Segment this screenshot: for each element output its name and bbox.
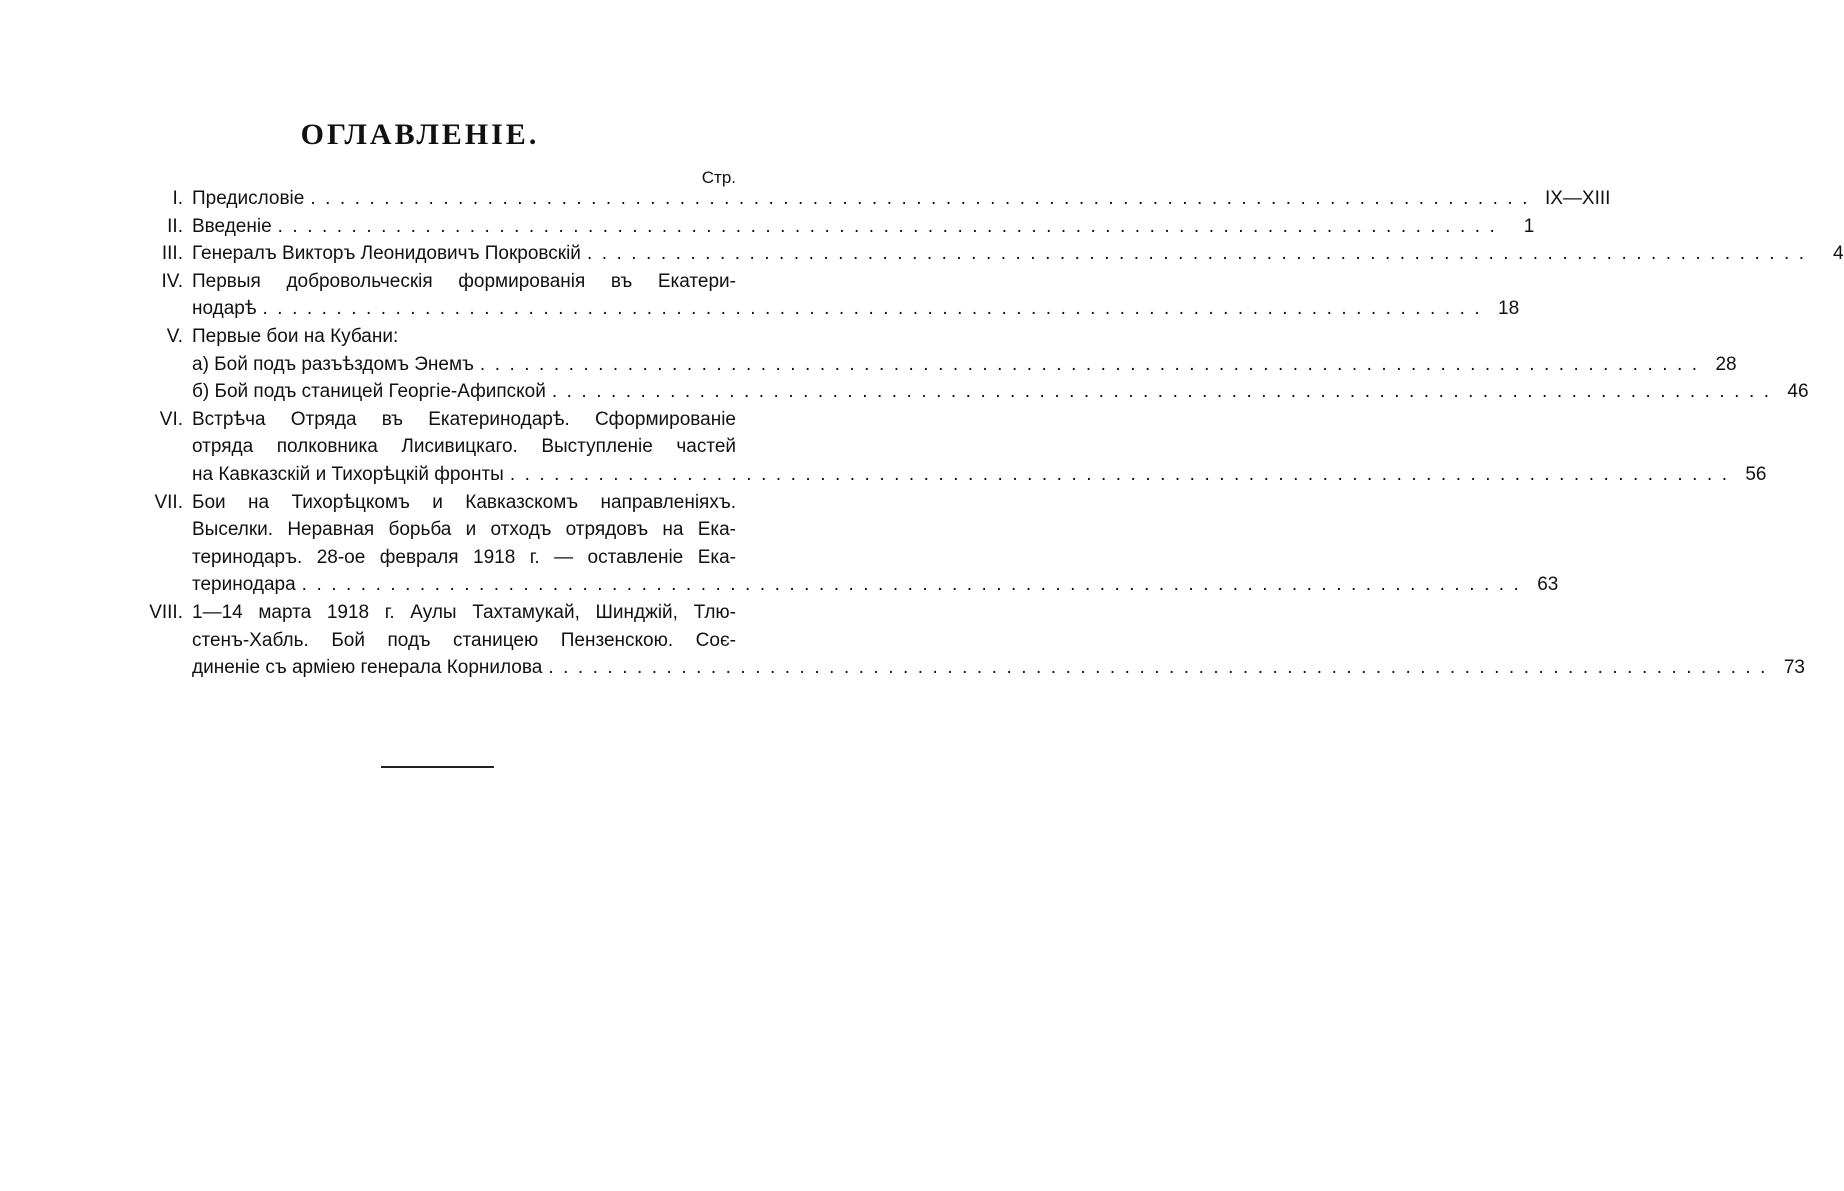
chapter-title-line: отряда полковника Лисивицкаго. Выступленіе частей bbox=[192, 436, 736, 458]
chapter-title-line: Первыя добровольческія формированія въ Екатери- bbox=[192, 270, 736, 292]
chapter-number: III. bbox=[161, 243, 183, 265]
dot-leader: ................................................................................... bbox=[479, 353, 1707, 375]
chapter-title: Введеніе bbox=[192, 215, 272, 237]
page-number: 18 bbox=[1498, 298, 1520, 320]
dot-leader: ................................................................................... bbox=[548, 657, 1775, 679]
dot-leader: ................................................................................... bbox=[586, 243, 1814, 265]
dot-leader: ................................................................................... bbox=[277, 215, 1505, 237]
chapter-title: Первые бои на Кубани: bbox=[192, 325, 399, 347]
toc-subentry-b bbox=[130, 378, 1809, 406]
chapter-number: IV. bbox=[161, 270, 183, 292]
subsection-title: б) Бой подъ станицей Георгіе-Афипской bbox=[192, 381, 546, 403]
page-number: 46 bbox=[1787, 381, 1809, 403]
toc-entry-5 bbox=[130, 323, 736, 351]
chapter-title-line: стенъ-Хабль. Бой подъ станицею Пензенскою. Соє- bbox=[192, 629, 736, 651]
page-number: 63 bbox=[1537, 574, 1559, 596]
dot-leader: ................................................................................... bbox=[262, 298, 1490, 320]
chapter-number: VIII. bbox=[149, 601, 183, 623]
page-number: 56 bbox=[1745, 463, 1767, 485]
chapter-number: II. bbox=[167, 215, 183, 237]
subsection-title: а) Бой подъ разъѣздомъ Энемъ bbox=[192, 353, 474, 375]
chapter-title: Генералъ Викторъ Леонидовичъ Покровскій bbox=[192, 243, 581, 265]
dot-leader: ................................................................................... bbox=[301, 574, 1529, 596]
page-title: ОГЛАВЛЕНІЕ. bbox=[300, 118, 540, 151]
page-number: IX—XIII bbox=[1544, 188, 1611, 209]
chapter-number: I. bbox=[172, 188, 183, 209]
dot-leader: ................................................................................... bbox=[551, 381, 1779, 403]
toc-entry-4 bbox=[130, 268, 1520, 323]
toc-subentry-a bbox=[130, 351, 1737, 379]
chapter-title-line: диненіе съ арміею генерала Корнилова bbox=[192, 657, 543, 679]
chapter-number: V. bbox=[166, 325, 183, 347]
chapter-title: Предисловіе bbox=[192, 188, 305, 209]
page-number: 28 bbox=[1715, 353, 1737, 375]
chapter-title-line: Встрѣча Отряда въ Екатеринодарѣ. Сформированіе bbox=[192, 408, 736, 430]
page-number: 1 bbox=[1523, 215, 1535, 237]
chapter-title-line: 1—14 марта 1918 г. Аулы Тахтамукай, Шинджій, Тлю- bbox=[192, 601, 736, 623]
chapter-title-line: нодарѣ bbox=[192, 298, 257, 320]
dot-leader: ................................................................................... bbox=[509, 463, 1737, 485]
page-column-header: Стр. bbox=[701, 168, 736, 187]
chapter-number: VII. bbox=[154, 491, 183, 513]
page-number: 73 bbox=[1783, 657, 1805, 679]
toc-entry-3 bbox=[130, 240, 1844, 268]
chapter-title-line: теринодара bbox=[192, 574, 296, 596]
divider-rule bbox=[381, 766, 494, 768]
dot-leader: ................................................................................... bbox=[310, 188, 1537, 209]
toc-entry-7 bbox=[130, 489, 1559, 599]
chapter-title-line: Бои на Тихорѣцкомъ и Кавказскомъ направленіяхъ. bbox=[192, 491, 736, 513]
toc-entry-8 bbox=[130, 599, 1805, 682]
toc-entry-2 bbox=[130, 213, 1535, 241]
page-number: 4 bbox=[1833, 243, 1844, 265]
chapter-title-line: Выселки. Неравная борьба и отходъ отрядовъ на Ека- bbox=[192, 519, 736, 541]
toc-entry-6 bbox=[130, 406, 1767, 489]
chapter-number: VI. bbox=[159, 408, 183, 430]
toc-entry-1 bbox=[130, 185, 1611, 213]
chapter-title-line: на Кавказскій и Тихорѣцкій фронты bbox=[192, 463, 504, 485]
chapter-title-line: теринодаръ. 28-ое февраля 1918 г. — оставленіе Ека- bbox=[192, 546, 736, 568]
table-of-contents bbox=[130, 185, 1844, 682]
